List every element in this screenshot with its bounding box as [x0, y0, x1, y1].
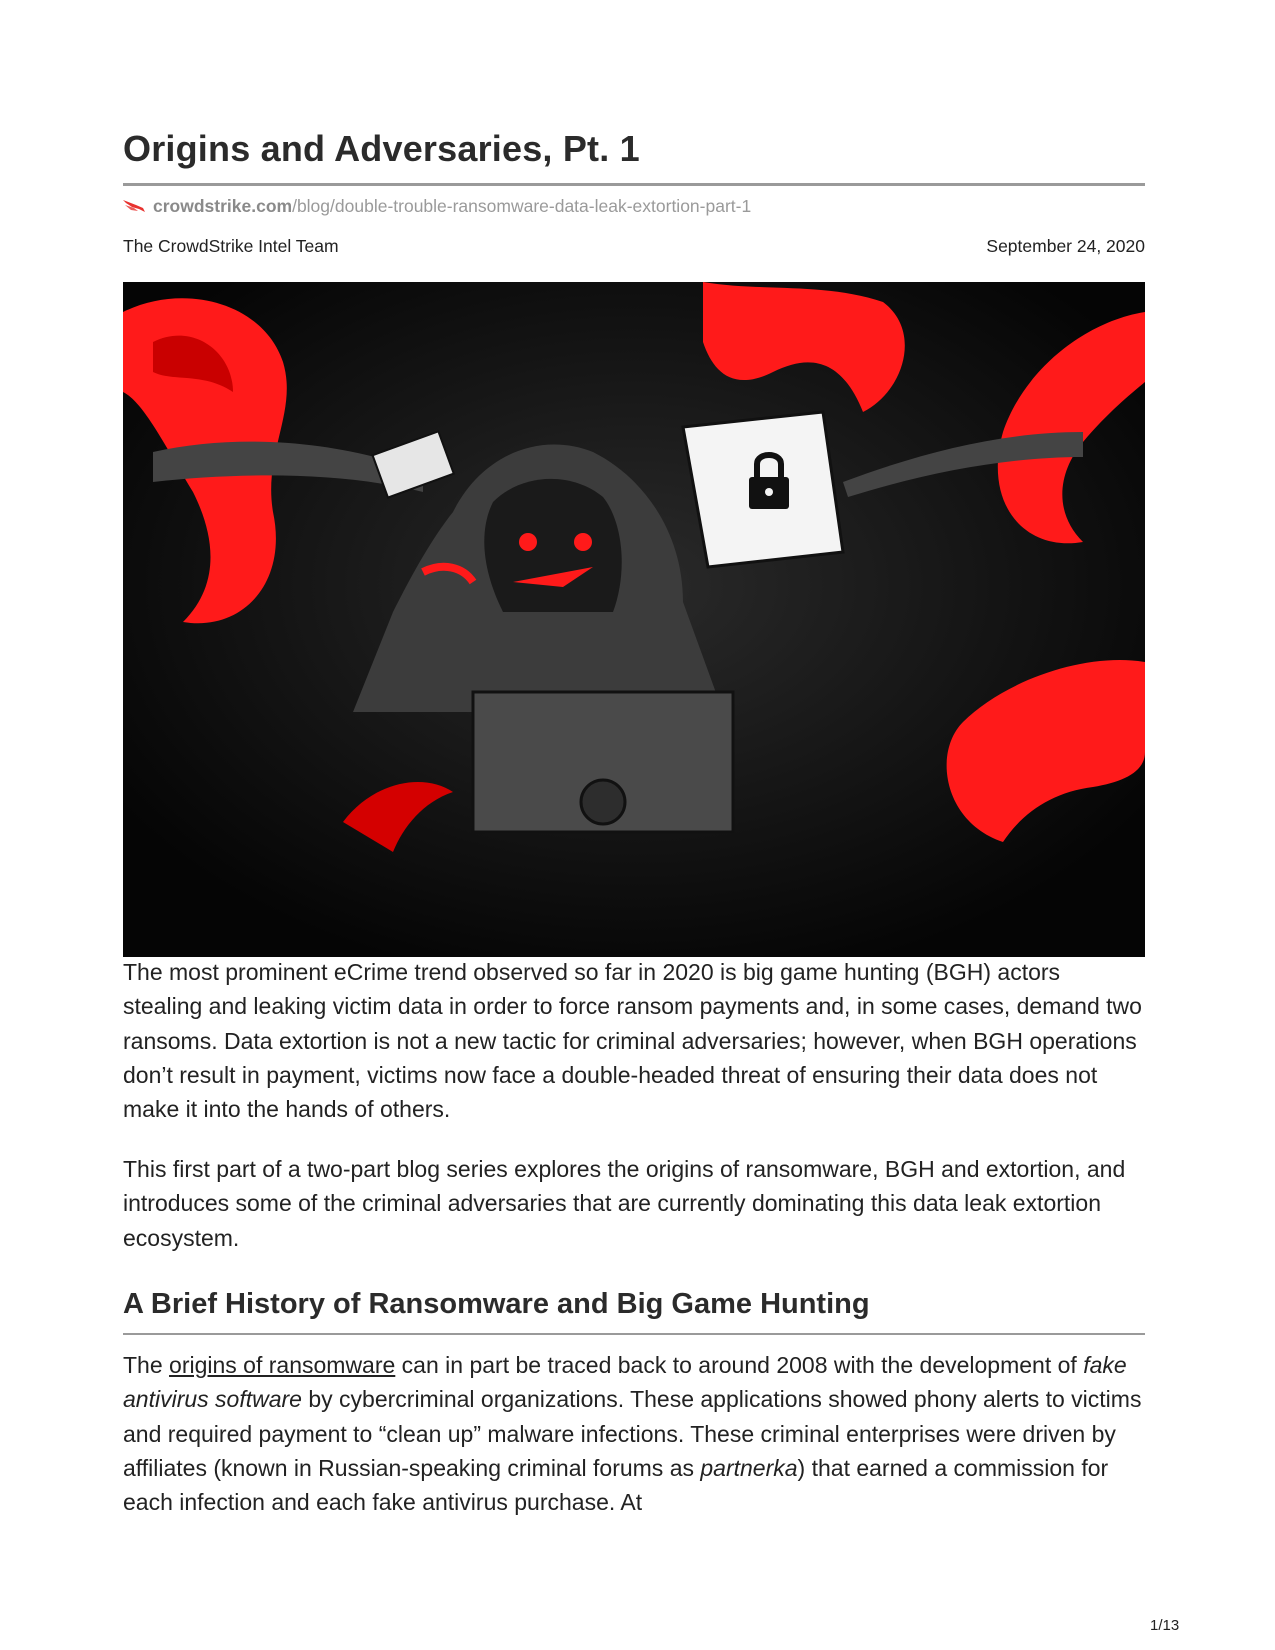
- text-segment: by cybercriminal organizations. These applications showed phony alerts to victims and required payment to “clean up” malware infections. These criminal enterprises were driven by affiliates (known in Russian-speaking criminal forums as: [123, 1386, 1142, 1481]
- author: The CrowdStrike Intel Team: [123, 236, 339, 256]
- publish-date: September 24, 2020: [986, 236, 1145, 256]
- hero-image: [123, 282, 1145, 957]
- italic-term: partnerka: [700, 1454, 798, 1481]
- section-heading: A Brief History of Ransomware and Big Game Hunting: [123, 1288, 870, 1320]
- section-divider: [123, 1333, 1145, 1335]
- italic-term: fake antivirus software: [123, 1352, 1127, 1413]
- crowdstrike-falcon-icon: [123, 197, 145, 211]
- hooded-hacker-ransomware-illustration: [123, 282, 1145, 957]
- origins-of-ransomware-link[interactable]: origins of ransomware: [169, 1352, 396, 1378]
- page-title: Origins and Adversaries, Pt. 1: [123, 128, 640, 169]
- text-segment: can in part be traced back to around 2008 with the development of: [395, 1352, 1084, 1378]
- source-url[interactable]: [123, 196, 751, 217]
- text-segment: The: [123, 1352, 170, 1378]
- source-path[interactable]: /blog/double-trouble-ransomware-data-leak-extortion-part-1: [292, 196, 752, 216]
- text-segment: ) that earned a commission for each infection and each fake antivirus purchase. At: [123, 1454, 1109, 1516]
- intro-paragraph-2: This first part of a two-part blog series explores the origins of ransomware, BGH and extortion, and introduces some of the criminal adversaries that are currently dominating this data leak extortion ecosystem.: [123, 1156, 1126, 1251]
- page-number: 1/13: [1150, 1617, 1180, 1634]
- intro-paragraph-1: The most prominent eCrime trend observed so far in 2020 is big game hunting (BGH) actors stealing and leaking victim data in order to force ransom payments and, in some cases, demand two ransoms. Data extortion is not a new tactic for criminal adversaries; however, when BGH operations don’t result in payment, victims now face a double-headed threat of ensuring their data does not make it into the hands of others.: [123, 959, 1142, 1123]
- source-domain[interactable]: crowdstrike.com: [153, 196, 293, 216]
- title-divider: [123, 183, 1145, 186]
- history-paragraph: [123, 1348, 1145, 1519]
